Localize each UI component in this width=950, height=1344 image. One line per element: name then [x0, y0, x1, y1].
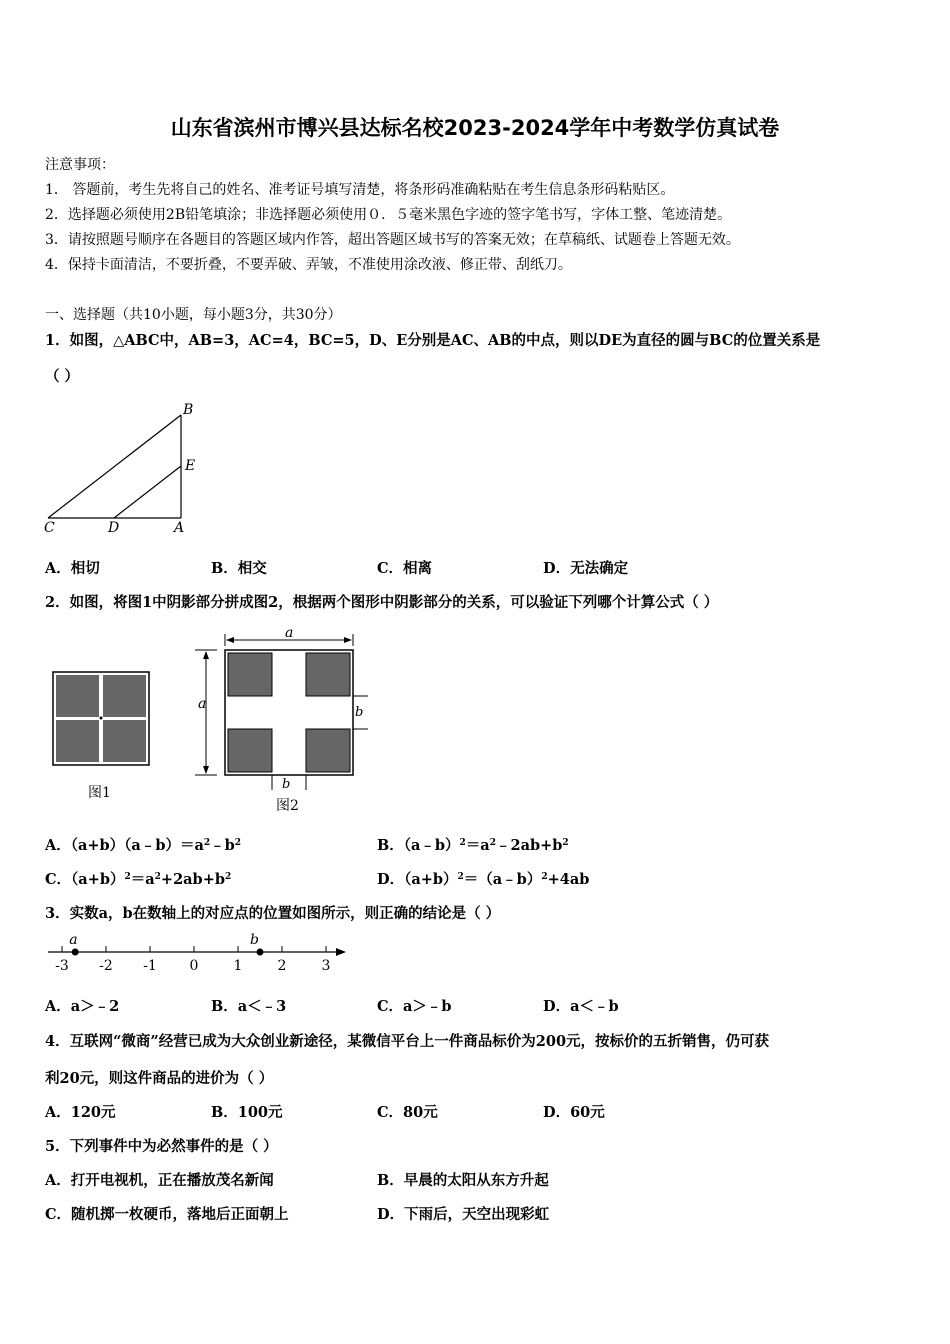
fig2-right-b-label: b [355, 705, 364, 720]
tick-label: 2 [277, 958, 287, 974]
fig2-bottom-b-label: b [282, 777, 291, 792]
figure-2 [225, 650, 353, 775]
q4-option-b[interactable]: B．100元 [211, 1104, 283, 1121]
q4-option-d[interactable]: D．60元 [543, 1104, 605, 1121]
q1-paren: （ ） [45, 368, 80, 385]
section-heading: 一、选择题（共10小题，每小题3分，共30分） [45, 307, 342, 323]
opt-text: B．（a﹣b） [377, 837, 460, 854]
q1-stem: 1．如图，△ABC中，AB=3，AC=4，BC=5，D、E分别是AC、AB的中点，则以DE为直径的圆与BC的位置关系是 [45, 332, 821, 349]
label-e: E [185, 458, 196, 474]
opt-text: +4ab [547, 871, 590, 888]
exponent: 2 [541, 872, 548, 882]
page-title: 山东省滨州市博兴县达标名校2023-2024学年中考数学仿真试卷 [170, 116, 780, 140]
q3-option-d[interactable]: D．a＜﹣b [543, 998, 619, 1015]
q1-option-a[interactable]: A．相切 [45, 560, 100, 577]
fig1-shaded-square [103, 720, 146, 762]
label-b: B [183, 402, 194, 418]
fig2-top-a-label: a [285, 625, 294, 641]
label-c: C [44, 520, 55, 536]
q4-option-a[interactable]: A．120元 [45, 1104, 116, 1121]
q1-option-c[interactable]: C．相离 [377, 560, 433, 577]
q1-triangle-figure [40, 398, 210, 540]
tick-label: -3 [55, 958, 69, 974]
q5-option-c[interactable]: C．随机掷一枚硬币，落地后正面朝上 [45, 1206, 289, 1223]
opt-text: D．（a+b） [377, 871, 458, 888]
tick-label: 3 [321, 958, 331, 974]
fig2-shaded-square [306, 653, 350, 696]
q4-option-c[interactable]: C．80元 [377, 1104, 438, 1121]
q2-option-a[interactable] [45, 834, 241, 855]
exponent: 2 [489, 838, 496, 848]
q5-stem: 5．下列事件中为必然事件的是（ ） [45, 1138, 278, 1155]
point-b [257, 949, 264, 956]
exponent: 2 [457, 872, 464, 882]
opt-text: ＝a [130, 871, 155, 888]
exponent: 2 [562, 838, 569, 848]
label-d: D [108, 520, 120, 536]
q3-option-b[interactable]: B．a＜﹣3 [211, 998, 287, 1015]
fig1-shaded-square [56, 720, 99, 762]
tick-label: 1 [233, 958, 243, 974]
fig1-shaded-square [56, 675, 99, 717]
q3-number-line [40, 930, 360, 980]
exponent: 2 [203, 838, 211, 848]
fig1-shaded-square [103, 675, 146, 717]
opt-text: ＝a [465, 837, 490, 854]
point-b-label: b [250, 932, 259, 948]
q1-option-d[interactable]: D．无法确定 [543, 560, 629, 577]
note-item: 3．请按照题号顺序在各题目的答题区域内作答，超出答题区域书写的答案无效；在草稿纸、试题卷上答题无效。 [45, 232, 740, 248]
exponent: 2 [154, 872, 161, 882]
fig2-shaded-square [228, 729, 272, 772]
tick-label: 0 [189, 958, 199, 974]
note-item: 2．选择题必须使用2B铅笔填涂；非选择题必须使用０．５毫米黑色字迹的签字笔书写，字体工整、笔迹清楚。 [45, 207, 732, 223]
fig1-label: 图1 [88, 785, 111, 801]
q2-figures [40, 620, 380, 820]
q1-option-b[interactable]: B．相交 [211, 560, 267, 577]
side-bc [48, 415, 181, 518]
opt-text: A．（a+b）（a﹣b）＝a [45, 837, 204, 854]
exponent: 2 [124, 872, 131, 882]
fig2-shaded-square [228, 653, 272, 696]
q4-stem-line2: 利20元，则这件商品的进价为（ ） [45, 1070, 274, 1087]
q2-option-c[interactable] [45, 868, 231, 889]
q2-option-b[interactable] [377, 834, 569, 855]
q3-option-c[interactable]: C．a＞﹣b [377, 998, 452, 1015]
note-item: 4．保持卡面清洁，不要折叠，不要弄破、弄皱，不准使用涂改液、修正带、刮纸刀。 [45, 257, 572, 273]
exponent: 2 [234, 838, 242, 848]
notes-heading: 注意事项： [45, 157, 115, 173]
axis-arrow [336, 948, 346, 956]
figure-1 [53, 672, 149, 765]
point-a-label: a [69, 932, 78, 948]
point-a [72, 949, 79, 956]
exponent: 2 [459, 838, 466, 848]
q4-stem-line1: 4．互联网“微商”经营已成为大众创业新途径，某微信平台上一件商品标价为200元，按标价的五折销售，仍可获 [45, 1033, 770, 1050]
q2-option-d[interactable] [377, 868, 589, 889]
tick-label: -2 [99, 958, 113, 974]
note-item: 1． 答题前，考生先将自己的姓名、准考证号填写清楚，将条形码准确粘贴在考生信息条形码粘贴区。 [45, 182, 675, 198]
q5-option-d[interactable]: D．下雨后，天空出现彩虹 [377, 1206, 550, 1223]
q5-option-b[interactable]: B．早晨的太阳从东方升起 [377, 1172, 549, 1189]
opt-text: ﹣b [210, 837, 235, 854]
q2-stem: 2．如图，将图1中阴影部分拼成图2，根据两个图形中阴影部分的关系，可以验证下列哪个计算公式（ ） [45, 594, 719, 611]
q5-option-a[interactable]: A．打开电视机，正在播放茂名新闻 [45, 1172, 274, 1189]
opt-text: ﹣2ab+b [495, 837, 563, 854]
q3-option-a[interactable]: A．a＞﹣2 [45, 998, 120, 1015]
q3-stem: 3．实数a，b在数轴上的对应点的位置如图所示，则正确的结论是（ ） [45, 905, 501, 922]
fig2-left-a-label: a [198, 696, 207, 712]
opt-text: C．（a+b） [45, 871, 125, 888]
fig2-label: 图2 [276, 798, 299, 814]
fig2-shaded-square [306, 729, 350, 772]
opt-text: +2ab+b [160, 871, 225, 888]
exponent: 2 [224, 872, 232, 882]
segment-de [114, 466, 181, 518]
opt-text: ＝（a﹣b） [463, 871, 542, 888]
label-a: A [174, 520, 185, 536]
tick-label: -1 [143, 958, 157, 974]
